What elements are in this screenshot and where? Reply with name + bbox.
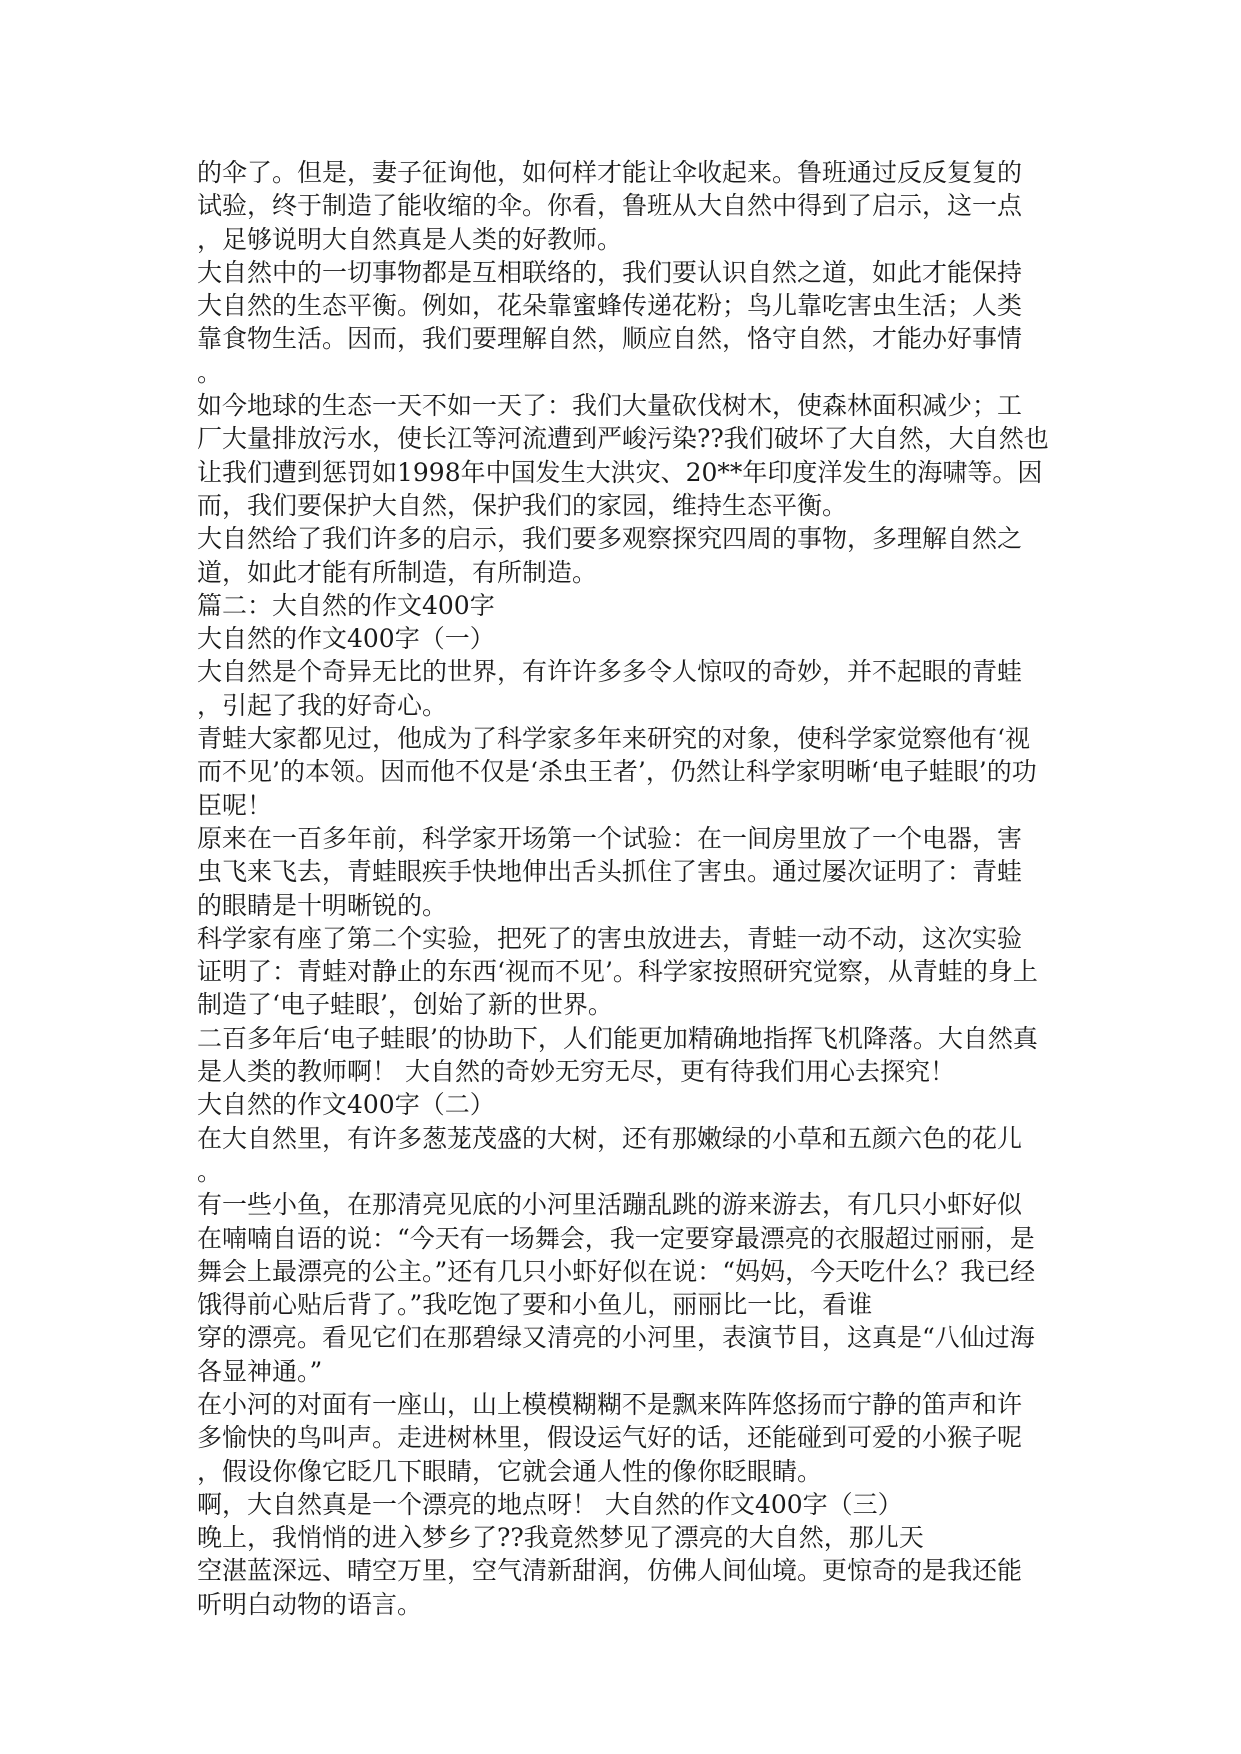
text-line: 大自然中的一切事物都是互相联络的，我们要认识自然之道，如此才能保持: [197, 257, 1023, 287]
text-line: 臣呢！: [197, 790, 273, 820]
text-line: 在大自然里，有许多葱茏茂盛的大树，还有那嫩绿的小草和五颜六色的花儿: [197, 1123, 1023, 1153]
text-line: 晚上，我悄悄的进入梦乡了??我竟然梦见了漂亮的大自然，那儿天: [197, 1523, 924, 1553]
text-line: 在小河的对面有一座山，山上模模糊糊不是飘来阵阵悠扬而宁静的笛声和许: [197, 1389, 1023, 1419]
text-line: 的眼睛是十明晰锐的。: [197, 890, 448, 920]
text-line: 证明了：青蛙对静止的东西‘视而不见’。科学家按照研究觉察，从青蛙的身上: [197, 957, 1038, 987]
text-line: 而不见’的本领。因而他不仅是‘杀虫王者’，仍然让科学家明晰‘电子蛙眼’的功: [197, 757, 1037, 787]
text-line: 听明白动物的语言。: [197, 1589, 423, 1619]
text-line: 靠食物生活。因而，我们要理解自然，顺应自然，恪守自然，才能办好事情: [197, 324, 1023, 354]
text-line: 大自然的生态平衡。例如，花朵靠蜜蜂传递花粉；鸟儿靠吃害虫生活；人类: [197, 291, 1023, 321]
text-line: 大自然的作文400字（一）: [197, 624, 495, 654]
text-line: 而，我们要保护大自然，保护我们的家园，维持生态平衡。: [197, 490, 848, 520]
text-line: 大自然给了我们许多的启示，我们要多观察探究四周的事物，多理解自然之: [197, 524, 1023, 554]
text-line: 二百多年后‘电子蛙眼’的协助下，人们能更加精确地指挥飞机降落。大自然真: [197, 1023, 1038, 1053]
text-line: 各显神通。”: [197, 1356, 323, 1386]
text-line: 大自然是个奇异无比的世界，有许许多多令人惊叹的奇妙，并不起眼的青蛙: [197, 657, 1023, 687]
text-line: ，假设你像它眨几下眼睛，它就会通人性的像你眨眼睛。: [197, 1456, 823, 1486]
text-line: 虫飞来飞去，青蛙眼疾手快地伸出舌头抓住了害虫。通过屡次证明了：青蛙: [197, 857, 1023, 887]
text-line: 啊，大自然真是一个漂亮的地点呀！ 大自然的作文400字（三）: [197, 1489, 903, 1519]
text-line: 。: [197, 1156, 223, 1186]
text-line: 。: [197, 357, 223, 387]
text-line: ，引起了我的好奇心。: [197, 690, 448, 720]
text-line: 道，如此才能有所制造，有所制造。: [197, 557, 598, 587]
text-line: 饿得前心贴后背了。”我吃饱了要和小鱼儿，丽丽比一比，看谁: [197, 1290, 873, 1320]
text-line: 篇二：大自然的作文400字: [197, 590, 495, 620]
text-line: 穿的漂亮。看见它们在那碧绿又清亮的小河里，表演节目，这真是“八仙过海: [197, 1323, 1035, 1353]
text-line: 制造了‘电子蛙眼’，创始了新的世界。: [197, 990, 613, 1020]
text-line: 在喃喃自语的说：“今天有一场舞会，我一定要穿最漂亮的衣服超过丽丽，是: [197, 1223, 1035, 1253]
text-line: 厂大量排放污水，使长江等河流遭到严峻污染??我们破坏了大自然，大自然也: [197, 424, 1049, 454]
text-line: 如今地球的生态一天不如一天了：我们大量砍伐树木，使森林面积减少；工: [197, 391, 1023, 421]
text-line: 的伞了。但是，妻子征询他，如何样才能让伞收起来。鲁班通过反反复复的: [197, 158, 1023, 187]
text-line: 空湛蓝深远、晴空万里，空气清新甜润，仿佛人间仙境。更惊奇的是我还能: [197, 1556, 1023, 1586]
text-line: 是人类的教师啊！ 大自然的奇妙无穷无尽，更有待我们用心去探究！: [197, 1057, 955, 1087]
text-line: 原来在一百多年前，科学家开场第一个试验：在一间房里放了一个电器，害: [197, 823, 1023, 853]
text-line: 青蛙大家都见过，他成为了科学家多年来研究的对象，使科学家觉察他有‘视: [197, 724, 1030, 754]
text-line: 舞会上最漂亮的公主。”还有几只小虾好似在说：“妈妈，今天吃什么？我已经: [197, 1256, 1036, 1286]
essay-text: [197, 156, 1077, 1621]
text-line: 试验，终于制造了能收缩的伞。你看，鲁班从大自然中得到了启示，这一点: [197, 191, 1023, 221]
text-line: 让我们遭到惩罚如1998年中国发生大洪灾、20**年印度洋发生的海啸等。因: [197, 457, 1043, 487]
text-line: 多愉快的鸟叫声。走进树林里，假设运气好的话，还能碰到可爱的小猴子呢: [197, 1423, 1023, 1453]
text-line: ，足够说明大自然真是人类的好教师。: [197, 224, 623, 254]
text-line: 大自然的作文400字（二）: [197, 1090, 495, 1120]
text-line: 有一些小鱼，在那清亮见底的小河里活蹦乱跳的游来游去，有几只小虾好似: [197, 1190, 1023, 1220]
text-line: 科学家有座了第二个实验，把死了的害虫放进去，青蛙一动不动，这次实验: [197, 923, 1023, 953]
